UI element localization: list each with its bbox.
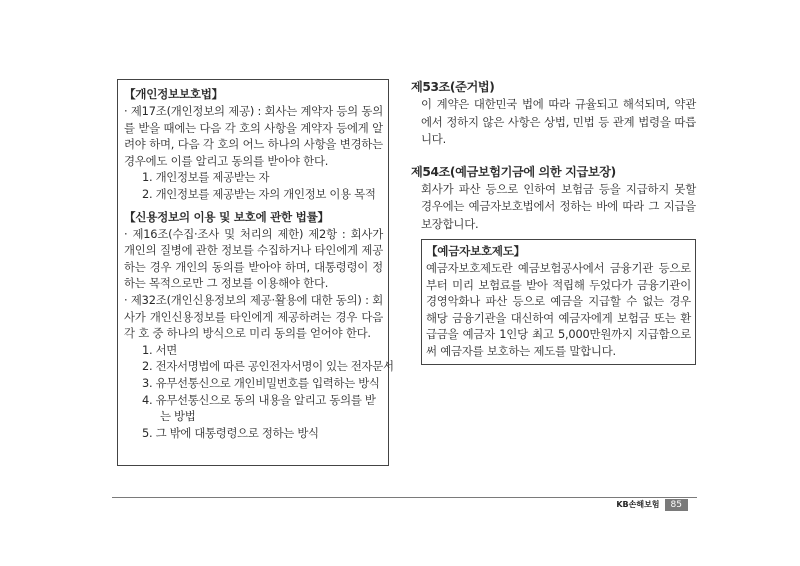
- credit-item-4: 4. 유무선통신으로 동의 내용을 알리고 동의를 받는 방법: [142, 392, 376, 424]
- page-number: 85: [665, 499, 688, 511]
- depositor-protection-box: [421, 239, 696, 365]
- credit-item-3: 3. 유무선통신으로 개인비밀번호를 입력하는 방식: [142, 375, 380, 390]
- credit-item-2: 2. 전자서명법에 따른 공인전자서명이 있는 전자문서: [142, 359, 394, 374]
- credit-act-article32: · 제32조(개인신용정보의 제공·활용에 대한 동의) : 회사가 개인신용정보를 타인에게 제공하려는 경우 다음 각 호 중 하나의 방식으로 미리 동의를 얻어야 한다.: [124, 292, 383, 341]
- privacy-item-1: 1. 개인정보를 제공받는 자: [142, 170, 270, 185]
- footer-divider: [112, 497, 697, 498]
- depositor-protection-title: 【예금자보호제도】: [426, 244, 525, 258]
- article53-body: 이 계약은 대한민국 법에 따라 규율되고 해석되며, 약관에서 정하지 않은 사항은 상법, 민법 등 관계 법령을 따릅니다.: [421, 97, 696, 146]
- privacy-item-2: 2. 개인정보를 제공받는 자의 개인정보 이용 목적: [142, 186, 376, 201]
- privacy-act-title: 【개인정보보호법】: [124, 87, 223, 101]
- articles-column-right: [411, 78, 696, 365]
- regulation-box-left: [117, 79, 394, 466]
- article54-title: 제54조(예금보험기금에 의한 지급보장): [411, 164, 616, 179]
- page-footer: [611, 499, 688, 511]
- credit-item-5: 5. 그 밖에 대통령령으로 정하는 방식: [142, 425, 319, 440]
- credit-act-title: 【신용정보의 이용 및 보호에 관한 법률】: [124, 209, 329, 224]
- privacy-act-article17: · 제17조(개인정보의 제공) : 회사는 계약자 등의 동의를 받을 때에는 다음 각 호의 사항을 계약자 등에게 알려야 하며, 다음 각 호의 어느 하나의 사항을 변경하는 경우에도 이를 알리고 동의를 받아야 한다.: [124, 104, 383, 168]
- article53-title: 제53조(준거법): [411, 80, 495, 94]
- article54-body: 회사가 파산 등으로 인하여 보험금 등을 지급하지 못할 경우에는 예금자보호법에서 정하는 바에 따라 그 지급을 보장합니다.: [421, 181, 696, 231]
- depositor-protection-body: 예금자보호제도란 예금보험공사에서 금융기관 등으로부터 미리 보험료를 받아 적립해 두었다가 금융기관이 경영악화나 파산 등으로 예금을 지급할 수 없는 경우 해당 금융기관을 대신하여 예금자에게 보험금 또는 환급금을 예금자 1인당 최고 5,000만원까지 지급함으로써 예금자를 보호하는 제도를 말합니다.: [426, 261, 691, 358]
- credit-act-article16: · 제16조(수집·조사 및 처리의 제한) 제2항 : 회사가 개인의 질병에 관한 정보를 수집하거나 타인에게 제공하는 경우 개인의 동의를 받아야 하며, 대통령령이 정하는 목적으로만 그 정보를 이용해야 한다.: [124, 226, 383, 291]
- brand-name: KB손해보험: [616, 500, 660, 509]
- credit-item-1: 1. 서면: [142, 342, 177, 357]
